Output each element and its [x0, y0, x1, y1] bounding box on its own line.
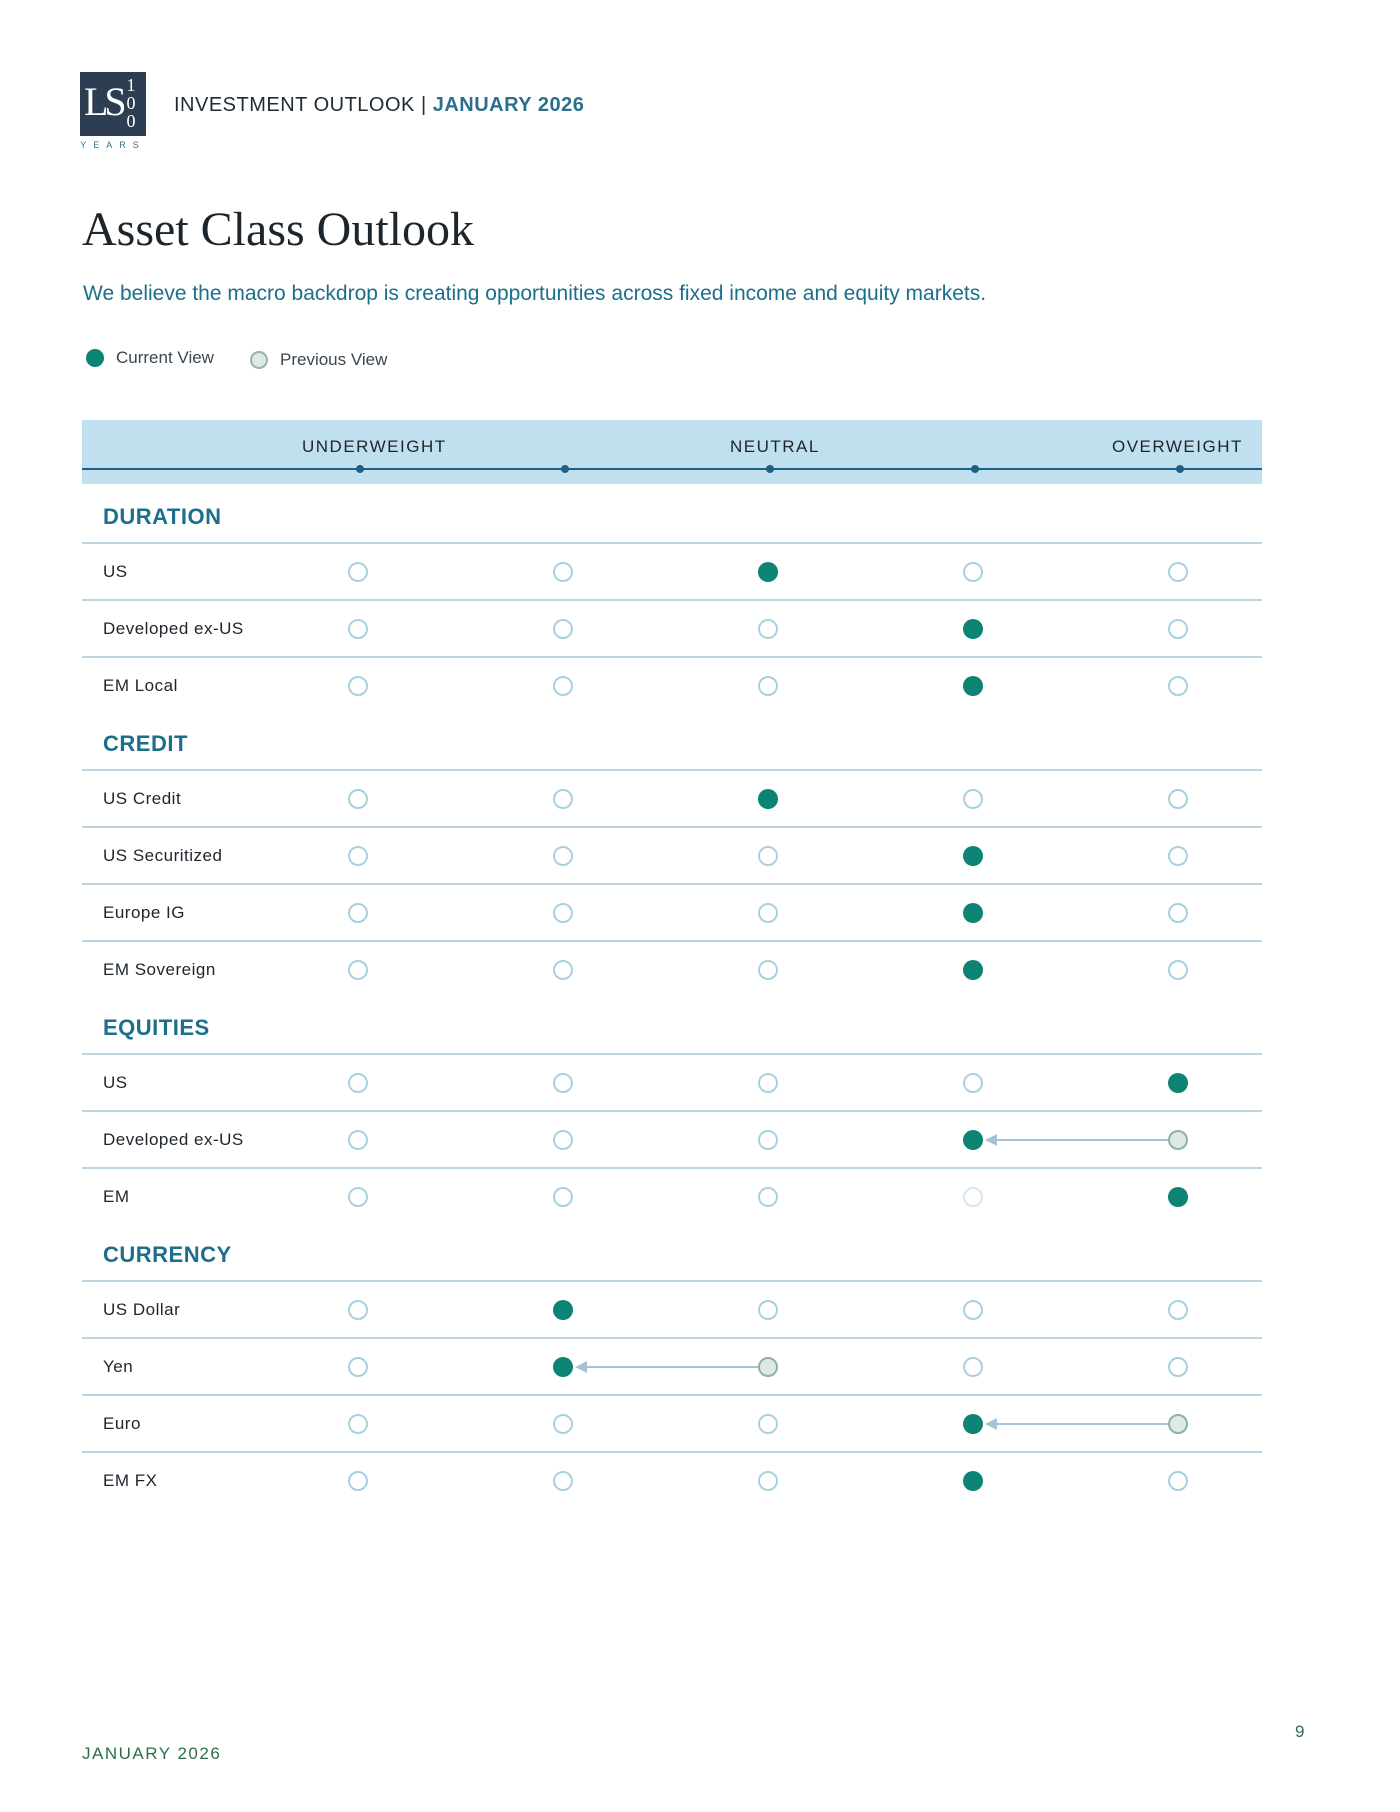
option-circle — [553, 1187, 573, 1207]
row-divider — [82, 826, 1262, 828]
page-title: Asset Class Outlook — [82, 203, 475, 256]
row-divider — [82, 1337, 1262, 1339]
previous-view-icon — [250, 351, 268, 369]
current-view-marker — [963, 1471, 983, 1491]
row-divider — [82, 1451, 1262, 1453]
row-label: Euro — [103, 1414, 141, 1433]
row-divider — [82, 769, 1262, 771]
option-circle — [553, 676, 573, 696]
option-circle — [348, 960, 368, 980]
current-view-marker — [553, 1300, 573, 1320]
option-circle — [553, 619, 573, 639]
row-divider — [82, 1053, 1262, 1055]
section-heading-duration: DURATION — [103, 504, 222, 529]
arrow-head-icon — [985, 1418, 997, 1430]
footer-date: JANUARY 2026 — [82, 1744, 222, 1763]
option-circle — [348, 1357, 368, 1377]
option-circle — [758, 960, 778, 980]
option-circle — [553, 1130, 573, 1150]
report-header — [174, 94, 584, 117]
option-circle — [758, 1471, 778, 1491]
row-label: EM — [103, 1187, 130, 1206]
row-label: Developed ex-US — [103, 1130, 244, 1149]
option-circle — [1168, 1471, 1188, 1491]
scale-axis — [82, 468, 1262, 470]
current-view-marker — [963, 846, 983, 866]
option-circle — [348, 1300, 368, 1320]
scale-tick — [1176, 465, 1184, 473]
current-view-icon — [86, 349, 104, 367]
option-circle — [758, 903, 778, 923]
row-divider — [82, 940, 1262, 942]
option-circle — [348, 1471, 368, 1491]
option-circle — [963, 789, 983, 809]
report-name: INVESTMENT OUTLOOK | — [174, 94, 433, 116]
logo-mark — [80, 72, 146, 136]
current-view-marker — [553, 1357, 573, 1377]
current-view-marker — [963, 676, 983, 696]
option-circle — [1168, 846, 1188, 866]
current-view-marker — [1168, 1187, 1188, 1207]
current-view-marker — [758, 562, 778, 582]
option-circle — [758, 1187, 778, 1207]
previous-view-marker — [1168, 1414, 1188, 1434]
row-divider — [82, 656, 1262, 658]
option-circle — [348, 789, 368, 809]
option-circle — [1168, 903, 1188, 923]
option-circle — [553, 789, 573, 809]
scale-tick — [356, 465, 364, 473]
scale-tick — [766, 465, 774, 473]
row-divider — [82, 1394, 1262, 1396]
current-view-marker — [963, 960, 983, 980]
option-circle — [963, 562, 983, 582]
option-circle — [1168, 1300, 1188, 1320]
row-divider — [82, 599, 1262, 601]
scale-underweight: UNDERWEIGHT — [302, 437, 447, 456]
option-circle — [1168, 1357, 1188, 1377]
view-change-arrow — [995, 1139, 1168, 1141]
option-circle — [348, 1414, 368, 1434]
option-circle — [553, 1414, 573, 1434]
row-divider — [82, 883, 1262, 885]
row-divider — [82, 1167, 1262, 1169]
option-circle — [963, 1357, 983, 1377]
row-label: US — [103, 1073, 128, 1092]
option-circle — [348, 1073, 368, 1093]
row-label: EM Sovereign — [103, 960, 216, 979]
scale-neutral: NEUTRAL — [730, 437, 820, 456]
option-circle — [758, 846, 778, 866]
row-label: EM FX — [103, 1471, 158, 1490]
row-label: US Securitized — [103, 846, 223, 865]
option-circle — [758, 1414, 778, 1434]
row-divider — [82, 542, 1262, 544]
option-circle — [1168, 676, 1188, 696]
logo-years: YEARS — [80, 140, 146, 150]
page-subtitle: We believe the macro backdrop is creating opportunities across fixed income and equity markets. — [83, 282, 987, 305]
option-circle — [963, 1300, 983, 1320]
option-circle — [1168, 562, 1188, 582]
row-label: Europe IG — [103, 903, 185, 922]
option-circle — [758, 1300, 778, 1320]
arrow-head-icon — [575, 1361, 587, 1373]
view-change-arrow — [585, 1366, 758, 1368]
previous-view-marker — [758, 1357, 778, 1377]
option-circle — [348, 1130, 368, 1150]
row-divider — [82, 1280, 1262, 1282]
scale-tick — [971, 465, 979, 473]
option-circle — [1168, 960, 1188, 980]
option-circle — [1168, 619, 1188, 639]
current-view-marker — [963, 1414, 983, 1434]
current-view-marker — [1168, 1073, 1188, 1093]
current-view-marker — [963, 903, 983, 923]
row-label: US — [103, 562, 128, 581]
scale-overweight: OVERWEIGHT — [1112, 437, 1243, 456]
logo-number: 1 0 0 — [126, 75, 136, 131]
option-circle — [758, 1073, 778, 1093]
row-label: Developed ex-US — [103, 619, 244, 638]
scale-tick — [561, 465, 569, 473]
row-label: Yen — [103, 1357, 134, 1376]
option-circle — [348, 1187, 368, 1207]
current-view-marker — [963, 619, 983, 639]
row-label: US Credit — [103, 789, 182, 808]
section-heading-credit: CREDIT — [103, 731, 188, 756]
arrow-head-icon — [985, 1134, 997, 1146]
current-view-marker — [963, 1130, 983, 1150]
report-date: JANUARY 2026 — [432, 94, 585, 116]
option-circle — [758, 619, 778, 639]
option-circle — [553, 562, 573, 582]
option-circle — [348, 619, 368, 639]
option-circle — [758, 1130, 778, 1150]
option-circle — [348, 676, 368, 696]
section-heading-equities: EQUITIES — [103, 1015, 210, 1040]
view-change-arrow — [995, 1423, 1168, 1425]
option-circle — [963, 1073, 983, 1093]
option-circle — [348, 562, 368, 582]
option-circle — [553, 903, 573, 923]
row-divider — [82, 1110, 1262, 1112]
option-circle — [348, 846, 368, 866]
option-circle — [348, 903, 368, 923]
option-circle — [758, 676, 778, 696]
option-circle — [553, 1073, 573, 1093]
option-circle — [1168, 789, 1188, 809]
row-label: EM Local — [103, 676, 178, 695]
current-view-marker — [758, 789, 778, 809]
option-circle — [553, 960, 573, 980]
option-circle — [963, 1187, 983, 1207]
row-label: US Dollar — [103, 1300, 181, 1319]
legend-previous-label: Previous View — [280, 350, 388, 369]
section-heading-currency: CURRENCY — [103, 1242, 232, 1267]
page-number: 9 — [1295, 1722, 1305, 1741]
logo-letters: LS — [84, 79, 123, 124]
option-circle — [553, 1471, 573, 1491]
logo — [80, 72, 146, 152]
previous-view-marker — [1168, 1130, 1188, 1150]
legend-current-label: Current View — [116, 348, 214, 367]
scale-header — [82, 420, 1262, 484]
option-circle — [553, 846, 573, 866]
